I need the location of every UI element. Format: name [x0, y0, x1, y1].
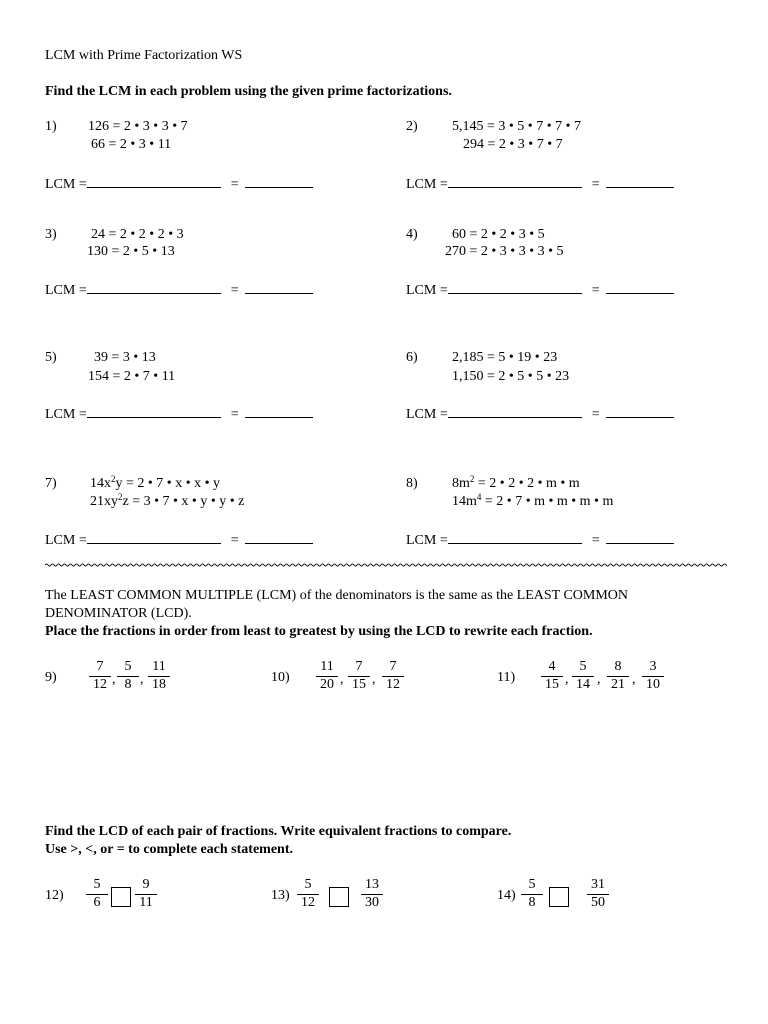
factorization-line: 126 = 2 • 3 • 3 • 7: [88, 119, 188, 134]
problem-number: 1): [45, 119, 57, 134]
factorization-line: 154 = 2 • 7 • 11: [88, 369, 176, 384]
problem-number: 3): [45, 227, 57, 242]
factorization-line: $21xy^2z = 3$ • 7 • x • y • y • z: [90, 492, 245, 509]
separator: ,: [632, 672, 636, 687]
problem-number: 2): [406, 119, 418, 134]
factorization-line: 270 = 2 • 3 • 3 • 3 • 5: [445, 244, 564, 259]
problem-number: 9): [45, 670, 57, 685]
factorization-line: 60 = 2 • 2 • 3 • 5: [452, 227, 545, 242]
fraction: 8 21: [604, 659, 632, 693]
lcm-answer-line[interactable]: LCM = =: [45, 174, 313, 193]
factorization-line: 130 = 2 • 5 • 13: [87, 244, 175, 259]
worksheet-title: LCM with Prime Factorization WS: [45, 48, 243, 63]
fraction: 7 12: [379, 659, 407, 693]
lcm-lcd-note-line2: DENOMINATOR (LCD).: [45, 606, 192, 621]
fraction: 9 11: [132, 877, 160, 911]
section1-instruction: Find the LCM in each problem using the given prime factorizations.: [45, 84, 452, 99]
lcm-answer-line[interactable]: LCM = =: [406, 530, 674, 549]
section2-instruction: Place the fractions in order from least to greatest by using the LCD to rewrite each fraction.: [45, 624, 593, 639]
wavy-divider: [45, 561, 727, 569]
factorization-line: 39 = 3 • 13: [94, 350, 156, 365]
lcm-answer-line[interactable]: LCM = =: [406, 280, 674, 299]
problem-number: 8): [406, 476, 418, 491]
fraction: 5 8: [518, 877, 546, 911]
lcm-lcd-note-line1: The LEAST COMMON MULTIPLE (LCM) of the denominators is the same as the LEAST COMMON: [45, 588, 629, 603]
problem-number: 11): [497, 670, 516, 685]
factorization-line: $14m^4 = 2$ • 7 • m • m • m • m: [452, 492, 614, 509]
fraction: 5 6: [83, 877, 111, 911]
separator: ,: [565, 672, 569, 687]
comparison-box[interactable]: [549, 887, 569, 907]
separator: ,: [340, 672, 344, 687]
fraction: 11 20: [313, 659, 341, 693]
factorization-line: 5,145 = 3 • 5 • 7 • 7 • 7: [452, 119, 582, 134]
lcm-answer-line[interactable]: LCM = =: [45, 280, 313, 299]
fraction: 31 50: [584, 877, 612, 911]
section3-instruction-line1: Find the LCD of each pair of fractions. Write equivalent fractions to compare.: [45, 824, 512, 839]
comparison-box[interactable]: [111, 887, 131, 907]
problem-number: 6): [406, 350, 418, 365]
problem-number: 14): [497, 888, 516, 903]
fraction: 11 18: [145, 659, 173, 693]
factorization-line: 24 = 2 • 2 • 2 • 3: [91, 227, 184, 242]
fraction: 5 12: [294, 877, 322, 911]
lcm-answer-line[interactable]: LCM = =: [406, 404, 674, 423]
fraction: 3 10: [639, 659, 667, 693]
separator: ,: [112, 672, 116, 687]
factorization-line: $8m^2 = 2$ • 2 • 2 • m • m: [452, 474, 580, 491]
factorization-line: 294 = 2 • 3 • 7 • 7: [463, 137, 563, 152]
section3-instruction-line2: Use >, <, or = to complete each statement.: [45, 842, 293, 857]
fraction: 13 30: [358, 877, 386, 911]
fraction: 4 15: [538, 659, 566, 693]
lcm-answer-line[interactable]: LCM = =: [45, 404, 313, 423]
factorization-line: $14x^2y = 2$ • 7 • x • x • y: [90, 474, 221, 491]
factorization-line: 66 = 2 • 3 • 11: [91, 137, 172, 152]
problem-number: 12): [45, 888, 64, 903]
separator: ,: [597, 672, 601, 687]
lcm-answer-line[interactable]: LCM = =: [406, 174, 674, 193]
separator: ,: [372, 672, 376, 687]
fraction: 7 15: [345, 659, 373, 693]
separator: ,: [140, 672, 144, 687]
problem-number: 7): [45, 476, 57, 491]
problem-number: 10): [271, 670, 290, 685]
problem-number: 13): [271, 888, 290, 903]
problem-number: 5): [45, 350, 57, 365]
factorization-line: 1,150 = 2 • 5 • 5 • 23: [452, 369, 570, 384]
fraction: 5 14: [569, 659, 597, 693]
fraction: 7 12: [86, 659, 114, 693]
fraction: 5 8: [114, 659, 142, 693]
comparison-box[interactable]: [329, 887, 349, 907]
problem-number: 4): [406, 227, 418, 242]
factorization-line: 2,185 = 5 • 19 • 23: [452, 350, 558, 365]
lcm-answer-line[interactable]: LCM = =: [45, 530, 313, 549]
